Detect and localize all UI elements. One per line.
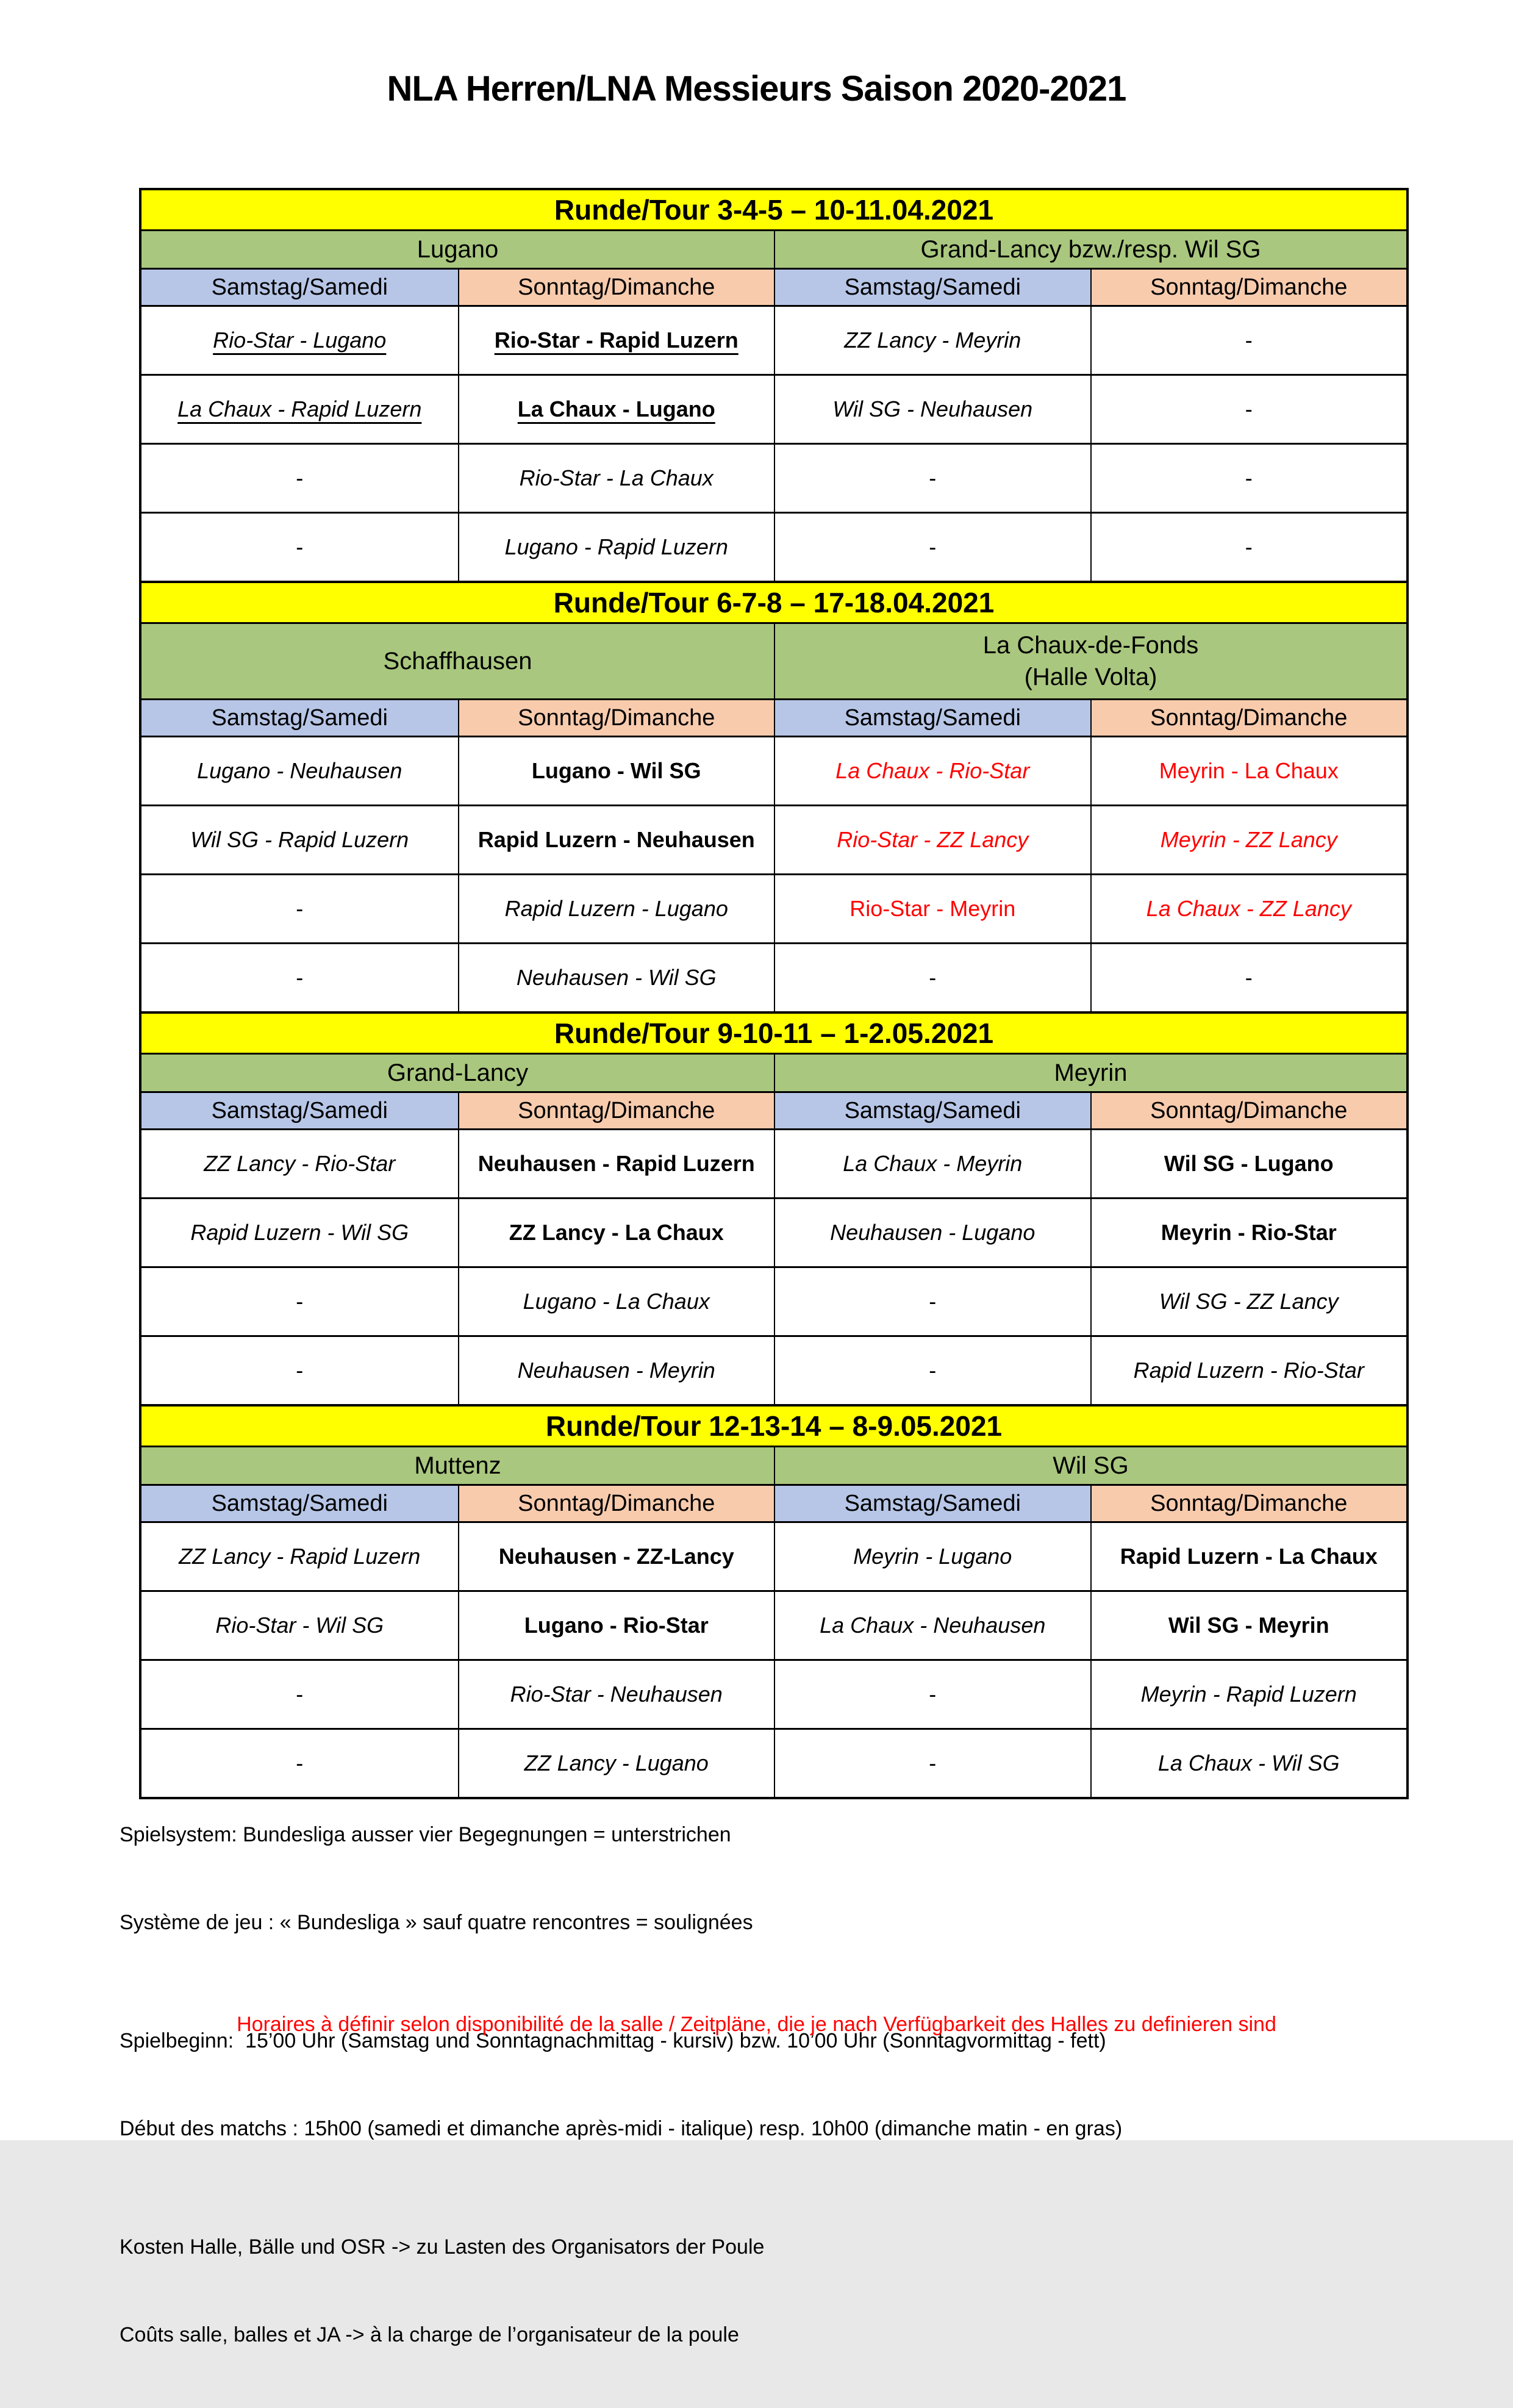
day-header-saturday: Samstag/Samedi <box>774 1486 1090 1521</box>
match-row <box>141 737 1406 806</box>
match-cell: La Chaux - Neuhausen <box>774 1592 1090 1659</box>
empty-slot: - <box>1090 514 1407 581</box>
empty-slot: - <box>141 944 458 1011</box>
day-header-sunday: Sonntag/Dimanche <box>1090 1093 1407 1128</box>
round-header: Runde/Tour 12-13-14 – 8-9.05.2021 <box>141 1404 1406 1447</box>
note-line: Spielsystem: Bundesliga ausser vier Begegnungen = unterstrichen <box>120 1823 731 1846</box>
note-line: Système de jeu : « Bundesliga » sauf quatre rencontres = soulignées <box>120 1911 753 1934</box>
venue-cell-left <box>141 231 774 268</box>
match-row <box>141 875 1406 944</box>
match-row <box>141 307 1406 376</box>
match-rows <box>141 737 1406 1011</box>
venue-name: Muttenz <box>414 1452 501 1479</box>
match-cell: ZZ Lancy - Rapid Luzern <box>141 1523 458 1590</box>
match-cell: Rapid Luzern - La Chaux <box>1090 1523 1407 1590</box>
match-cell: Meyrin - ZZ Lancy <box>1090 806 1407 873</box>
empty-slot: - <box>141 1337 458 1404</box>
day-header-sunday: Sonntag/Dimanche <box>458 1486 774 1521</box>
round-section-1 <box>141 190 1406 581</box>
match-row <box>141 445 1406 514</box>
round-section-4 <box>141 1404 1406 1797</box>
match-cell: La Chaux - ZZ Lancy <box>1090 875 1407 942</box>
match-cell: Neuhausen - Wil SG <box>458 944 774 1011</box>
match-cell: Lugano - Neuhausen <box>141 737 458 804</box>
day-header-saturday: Samstag/Samedi <box>774 1093 1090 1128</box>
match-cell: Wil SG - Lugano <box>1090 1130 1407 1197</box>
match-cell: Rio-Star - La Chaux <box>458 445 774 512</box>
match-cell: Meyrin - La Chaux <box>1090 737 1407 804</box>
venue-cell-right <box>774 1055 1406 1091</box>
venue-name: Meyrin <box>1054 1059 1128 1086</box>
empty-slot: - <box>774 1337 1090 1404</box>
venue-name: Wil SG <box>1053 1452 1129 1479</box>
day-header-row <box>141 700 1406 737</box>
day-header-row <box>141 1093 1406 1130</box>
venue-cell-right <box>774 1447 1406 1484</box>
empty-slot: - <box>774 1268 1090 1335</box>
match-cell: Rapid Luzern - Rio-Star <box>1090 1337 1407 1404</box>
match-row <box>141 1337 1406 1404</box>
day-header-sunday: Sonntag/Dimanche <box>1090 700 1407 736</box>
match-cell: Meyrin - Lugano <box>774 1523 1090 1590</box>
empty-slot: - <box>1090 944 1407 1011</box>
day-header-saturday: Samstag/Samedi <box>141 270 458 305</box>
venue-cell-left <box>141 1447 774 1484</box>
footnotes <box>120 1761 1412 2408</box>
match-cell: Rio-Star - Lugano <box>141 307 458 374</box>
match-cell: Rapid Luzern - Wil SG <box>141 1199 458 1266</box>
match-row <box>141 1130 1406 1199</box>
match-cell: La Chaux - Meyrin <box>774 1130 1090 1197</box>
empty-slot: - <box>774 1730 1090 1797</box>
match-rows <box>141 1523 1406 1797</box>
match-row <box>141 1661 1406 1730</box>
page-title: NLA Herren/LNA Messieurs Saison 2020-2021 <box>387 69 1126 109</box>
round-header: Runde/Tour 3-4-5 – 10-11.04.2021 <box>141 190 1406 231</box>
match-cell: La Chaux - Rapid Luzern <box>141 376 458 443</box>
day-header-saturday: Samstag/Samedi <box>141 1093 458 1128</box>
match-cell: Rapid Luzern - Lugano <box>458 875 774 942</box>
empty-slot: - <box>774 944 1090 1011</box>
venue-name: La Chaux-de-Fonds <box>982 632 1199 659</box>
match-cell: Rapid Luzern - Neuhausen <box>458 806 774 873</box>
match-cell: Meyrin - Rapid Luzern <box>1090 1661 1407 1728</box>
empty-slot: - <box>141 875 458 942</box>
venue-cell-right <box>774 624 1406 698</box>
day-header-sunday: Sonntag/Dimanche <box>458 1093 774 1128</box>
venue-row <box>141 624 1406 700</box>
empty-slot: - <box>1090 445 1407 512</box>
day-header-row <box>141 1486 1406 1523</box>
venue-name: Lugano <box>417 236 499 263</box>
match-cell: ZZ Lancy - Meyrin <box>774 307 1090 374</box>
match-cell: Neuhausen - ZZ-Lancy <box>458 1523 774 1590</box>
venue-cell-right <box>774 231 1406 268</box>
day-header-saturday: Samstag/Samedi <box>774 700 1090 736</box>
day-header-sunday: Sonntag/Dimanche <box>458 700 774 736</box>
match-cell: Wil SG - Rapid Luzern <box>141 806 458 873</box>
match-cell: Neuhausen - Rapid Luzern <box>458 1130 774 1197</box>
match-row <box>141 806 1406 875</box>
venue-row <box>141 231 1406 270</box>
day-header-sunday: Sonntag/Dimanche <box>458 270 774 305</box>
venue-cell-left <box>141 1055 774 1091</box>
match-cell: ZZ Lancy - Rio-Star <box>141 1130 458 1197</box>
empty-slot: - <box>774 445 1090 512</box>
venue-row <box>141 1447 1406 1486</box>
venue-name: Grand-Lancy bzw./resp. Wil SG <box>920 236 1261 263</box>
day-header-sunday: Sonntag/Dimanche <box>1090 270 1407 305</box>
match-row <box>141 376 1406 445</box>
day-header-sunday: Sonntag/Dimanche <box>1090 1486 1407 1521</box>
venue-name: Schaffhausen <box>383 648 532 675</box>
match-cell: Neuhausen - Meyrin <box>458 1337 774 1404</box>
match-row <box>141 1268 1406 1337</box>
empty-slot: - <box>774 1661 1090 1728</box>
match-rows <box>141 307 1406 581</box>
day-header-saturday: Samstag/Samedi <box>141 1486 458 1521</box>
match-cell: Meyrin - Rio-Star <box>1090 1199 1407 1266</box>
empty-slot: - <box>774 514 1090 581</box>
match-cell: La Chaux - Wil SG <box>1090 1730 1407 1797</box>
empty-slot: - <box>141 1661 458 1728</box>
empty-slot: - <box>1090 376 1407 443</box>
round-header: Runde/Tour 6-7-8 – 17-18.04.2021 <box>141 581 1406 624</box>
empty-slot: - <box>1090 307 1407 374</box>
day-header-saturday: Samstag/Samedi <box>141 700 458 736</box>
match-cell: Rio-Star - Neuhausen <box>458 1661 774 1728</box>
match-rows <box>141 1130 1406 1404</box>
empty-slot: - <box>141 1730 458 1797</box>
match-cell: ZZ Lancy - Lugano <box>458 1730 774 1797</box>
day-header-row <box>141 270 1406 307</box>
note-line-red: Horaires à définir selon disponibilité de la salle / Zeitpläne, die je nach Verfügbarkeit des Halles zu definieren sind <box>237 2013 1276 2036</box>
match-row <box>141 1523 1406 1592</box>
match-row <box>141 944 1406 1011</box>
day-header-saturday: Samstag/Samedi <box>774 270 1090 305</box>
match-cell: Lugano - Wil SG <box>458 737 774 804</box>
empty-slot: - <box>141 1268 458 1335</box>
empty-slot: - <box>141 445 458 512</box>
match-cell: Lugano - Rio-Star <box>458 1592 774 1659</box>
venue-hall: (Halle Volta) <box>1024 664 1157 690</box>
venue-cell-left <box>141 624 774 698</box>
round-section-2 <box>141 581 1406 1011</box>
match-cell: Wil SG - ZZ Lancy <box>1090 1268 1407 1335</box>
note-line: Spielbeginn: 15’00 Uhr (Samstag und Sonntagnachmittag - kursiv) bzw. 10’00 Uhr (Sonntagvormittag - fett) <box>120 2029 1106 2052</box>
round-header: Runde/Tour 9-10-11 – 1-2.05.2021 <box>141 1011 1406 1055</box>
round-section-3 <box>141 1011 1406 1404</box>
match-cell: Lugano - Rapid Luzern <box>458 514 774 581</box>
note-line: Kosten Halle, Bälle und OSR -> zu Lasten des Organisators der Poule <box>120 2235 765 2259</box>
empty-slot: - <box>141 514 458 581</box>
venue-name: Grand-Lancy <box>387 1059 529 1086</box>
match-cell: Rio-Star - Meyrin <box>774 875 1090 942</box>
match-cell: Wil SG - Meyrin <box>1090 1592 1407 1659</box>
match-cell: La Chaux - Rio-Star <box>774 737 1090 804</box>
match-row <box>141 1592 1406 1661</box>
match-cell: Neuhausen - Lugano <box>774 1199 1090 1266</box>
match-cell: Wil SG - Neuhausen <box>774 376 1090 443</box>
schedule-table <box>139 188 1409 1799</box>
note-line: Coûts salle, balles et JA -> à la charge de l’organisateur de la poule <box>120 2323 739 2346</box>
venue-row <box>141 1055 1406 1093</box>
match-cell: ZZ Lancy - La Chaux <box>458 1199 774 1266</box>
match-cell: Rio-Star - Wil SG <box>141 1592 458 1659</box>
match-row <box>141 1199 1406 1268</box>
match-cell: Lugano - La Chaux <box>458 1268 774 1335</box>
match-cell: Rio-Star - ZZ Lancy <box>774 806 1090 873</box>
match-cell: Rio-Star - Rapid Luzern <box>458 307 774 374</box>
match-row <box>141 514 1406 581</box>
match-cell: La Chaux - Lugano <box>458 376 774 443</box>
note-line: Début des matchs : 15h00 (samedi et dimanche après-midi - italique) resp. 10h00 (dimanche matin - en gras) <box>120 2117 1123 2140</box>
